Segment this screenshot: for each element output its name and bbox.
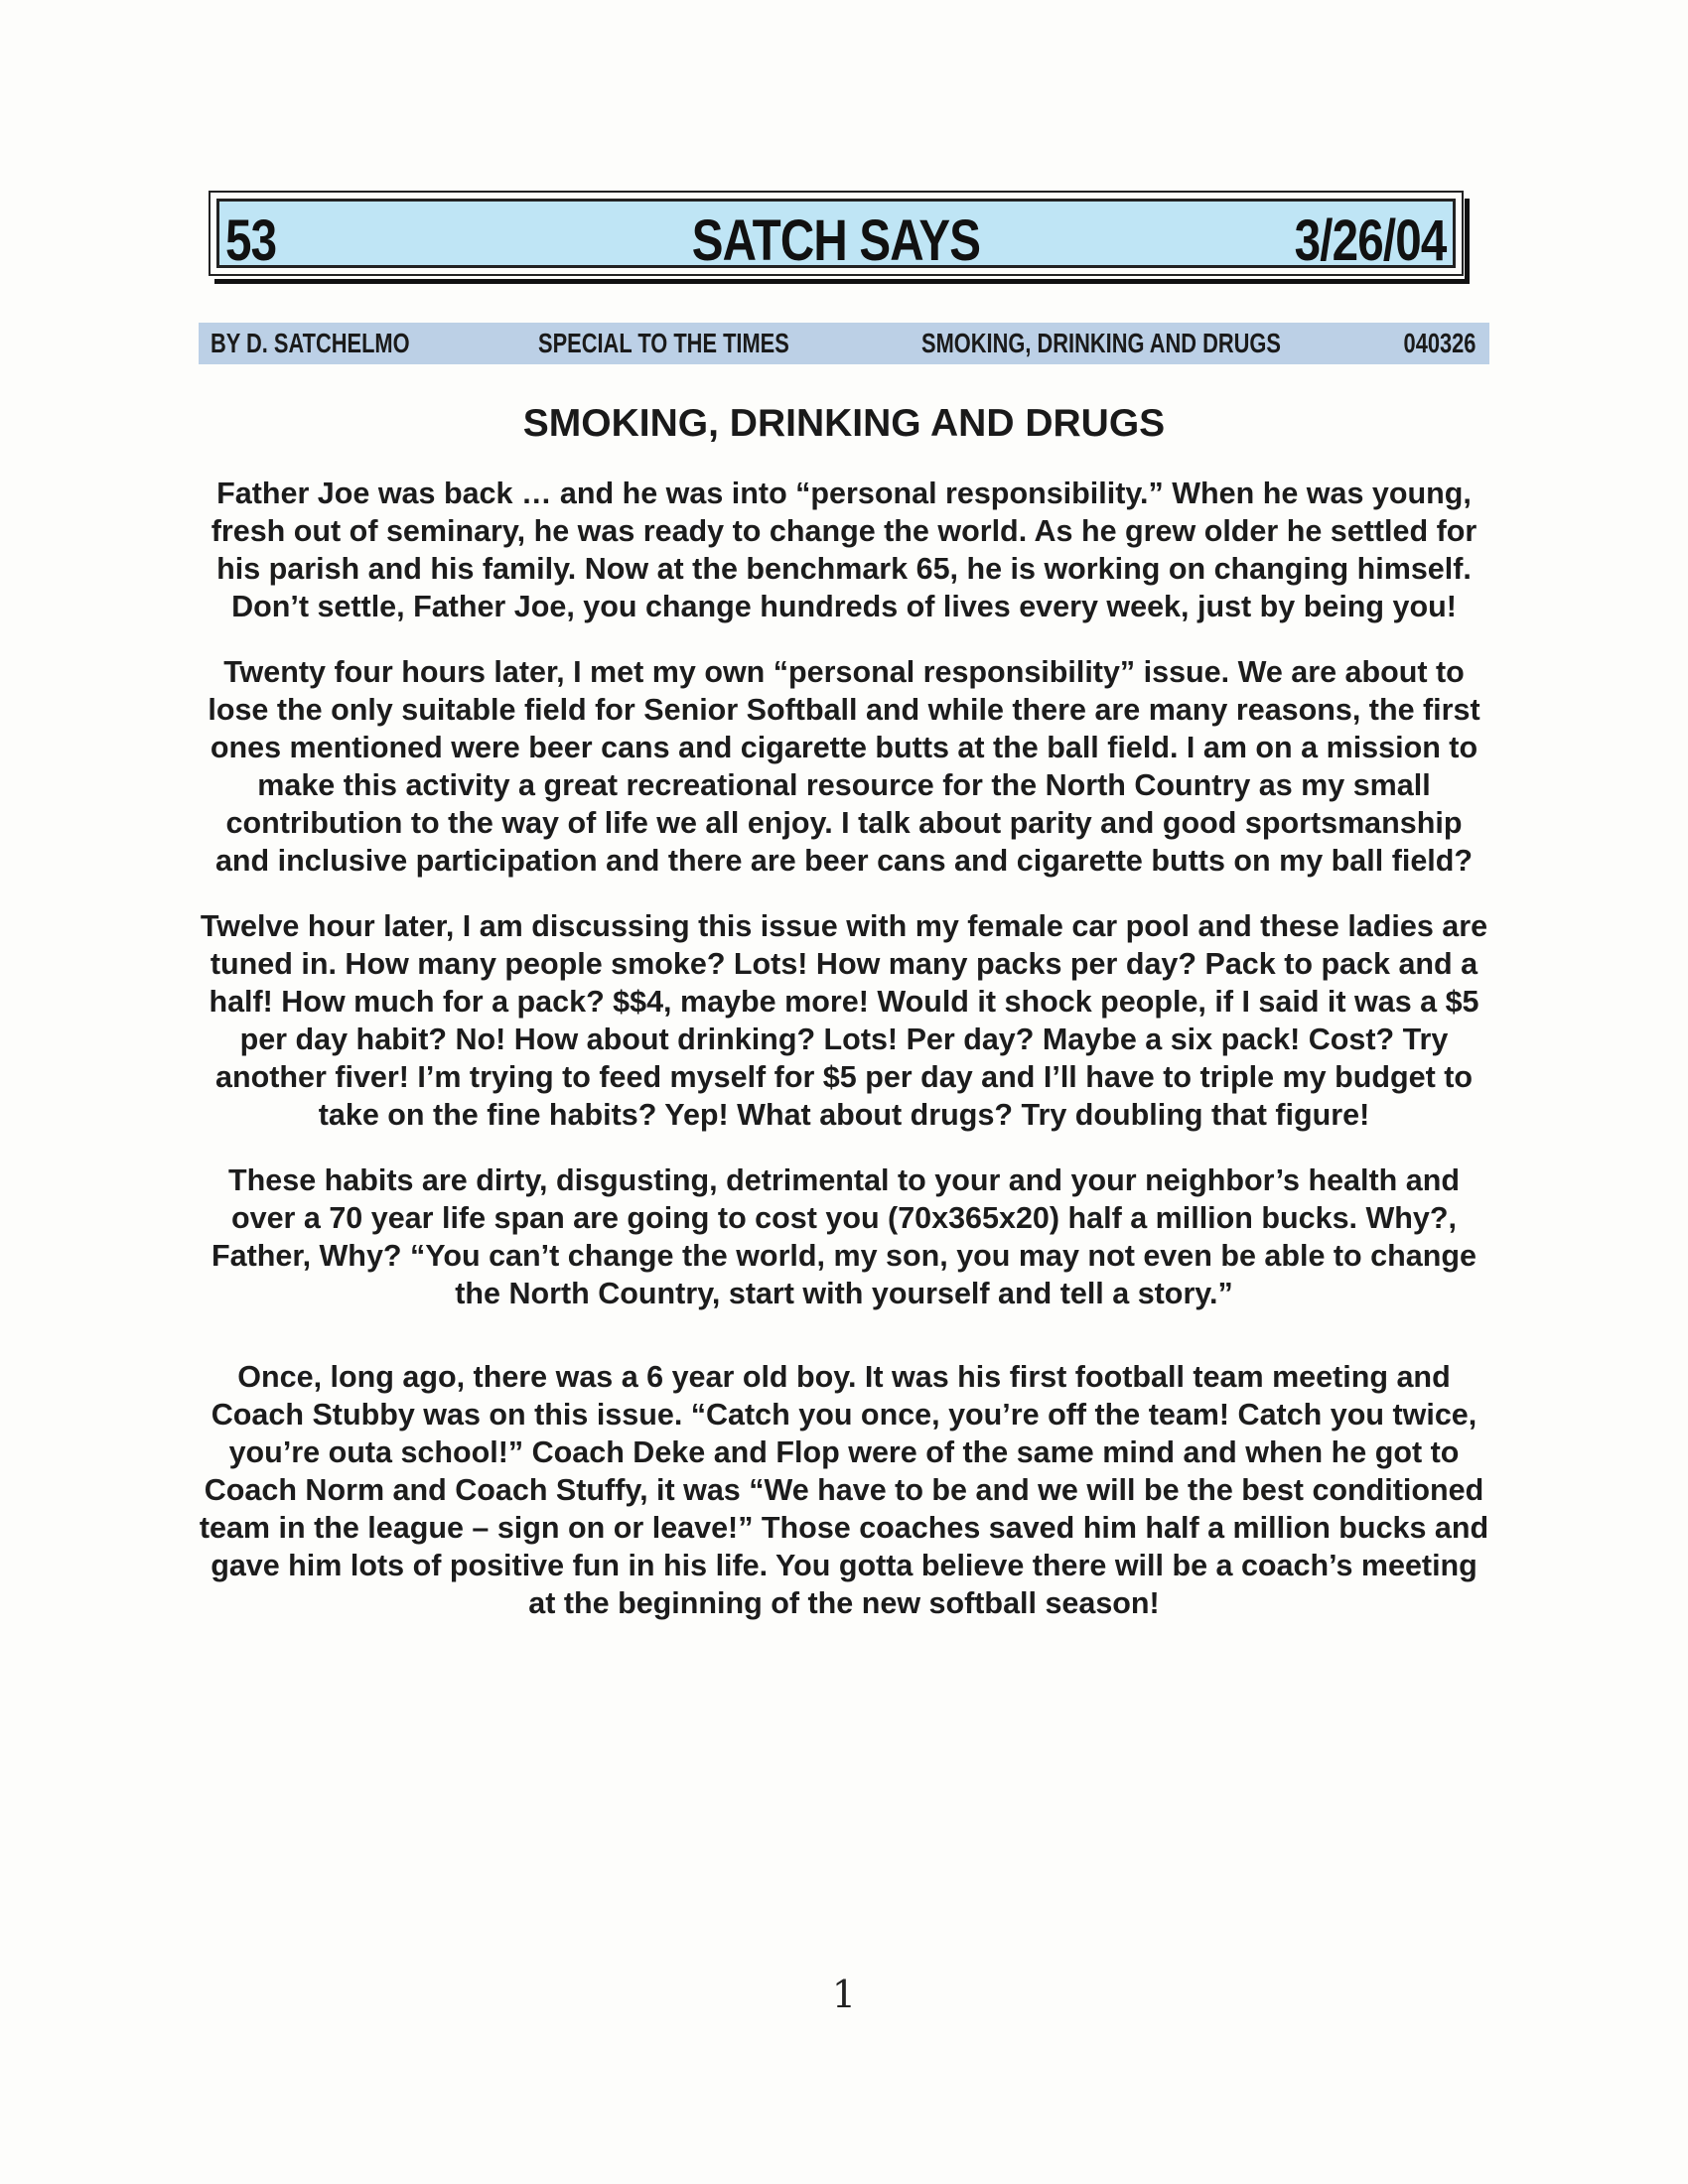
article-paragraph: Once, long ago, there was a 6 year old boy. It was his first football team meeting and Coach Stubby was on this issue. “Catch you once, you’re off the team! Catch you twice, you’re outa school!” Coach Deke and Flop were of the same mind and when he got to Coach Norm and Coach Stuffy, it was “We have to be and we will be the best conditioned team in the league – sign on or leave!” Those coaches saved him half a million bucks and gave him lots of positive fun in his life. You gotta believe there will be a coach’s meeting at the beginning of the new softball season! xyxy=(199,1360,1489,1620)
byline-publication: SPECIAL TO THE TIMES xyxy=(538,328,789,358)
article-headline: SMOKING, DRINKING AND DRUGS xyxy=(522,402,1166,445)
article-paragraph: These habits are dirty, disgusting, detrimental to your and your neighbor’s health and over a 70 year life span are going to cost you (70x365x20) half a million bucks. Why?, Father, Why? “You can’t change the world, my son, you may not even be able to change the North Country, start with yourself and tell a story.” xyxy=(211,1163,1477,1310)
byline-code: 040326 xyxy=(1403,328,1476,358)
column-title-banner xyxy=(216,199,1456,273)
byline-bar xyxy=(199,323,1489,364)
column-title-box xyxy=(209,191,1464,276)
article-paragraph: Father Joe was back … and he was into “personal responsibility.” When he was young, fresh out of seminary, he was ready to change the world. As he grew older he settled for his parish and his family. Now at the benchmark 65, he is working on changing himself. Don’t settle, Father Joe, you change hundreds of lives every week, just by being you! xyxy=(211,477,1477,623)
article-paragraph: Twenty four hours later, I met my own “personal responsibility” issue. We are about to lose the only suitable field for Senior Softball and while there are many reasons, the first ones mentioned were beer cans and cigarette butts at the ball field. I am on a mission to make this activity a great recreational resource for the North Country as my small contribution to the way of life we all enjoy. I talk about parity and good sportsmanship and inclusive participation and there are beer cans and cigarette butts on my ball field? xyxy=(208,655,1480,878)
byline-topic: SMOKING, DRINKING AND DRUGS xyxy=(921,328,1281,358)
byline-author: BY D. SATCHELMO xyxy=(211,328,410,358)
issue-number: 53 xyxy=(225,208,277,273)
article-body xyxy=(199,475,1489,1650)
page-number: 1 xyxy=(831,1973,857,2016)
column-title: SATCH SAYS xyxy=(691,208,981,273)
issue-date: 3/26/04 xyxy=(1295,208,1447,273)
article-paragraph: Twelve hour later, I am discussing this issue with my female car pool and these ladies are tuned in. How many people smoke? Lots! How many packs per day? Pack to pack and a half! How much for a pack? $$4, maybe more! Would it shock people, if I said it was a $5 per day habit? No! How about drinking? Lots! Per day? Maybe a six pack! Cost? Try another fiver! I’m trying to feed myself for $5 per day and I’ll have to triple my budget to take on the fine habits? Yep! What about drugs? Try doubling that figure! xyxy=(200,909,1488,1132)
